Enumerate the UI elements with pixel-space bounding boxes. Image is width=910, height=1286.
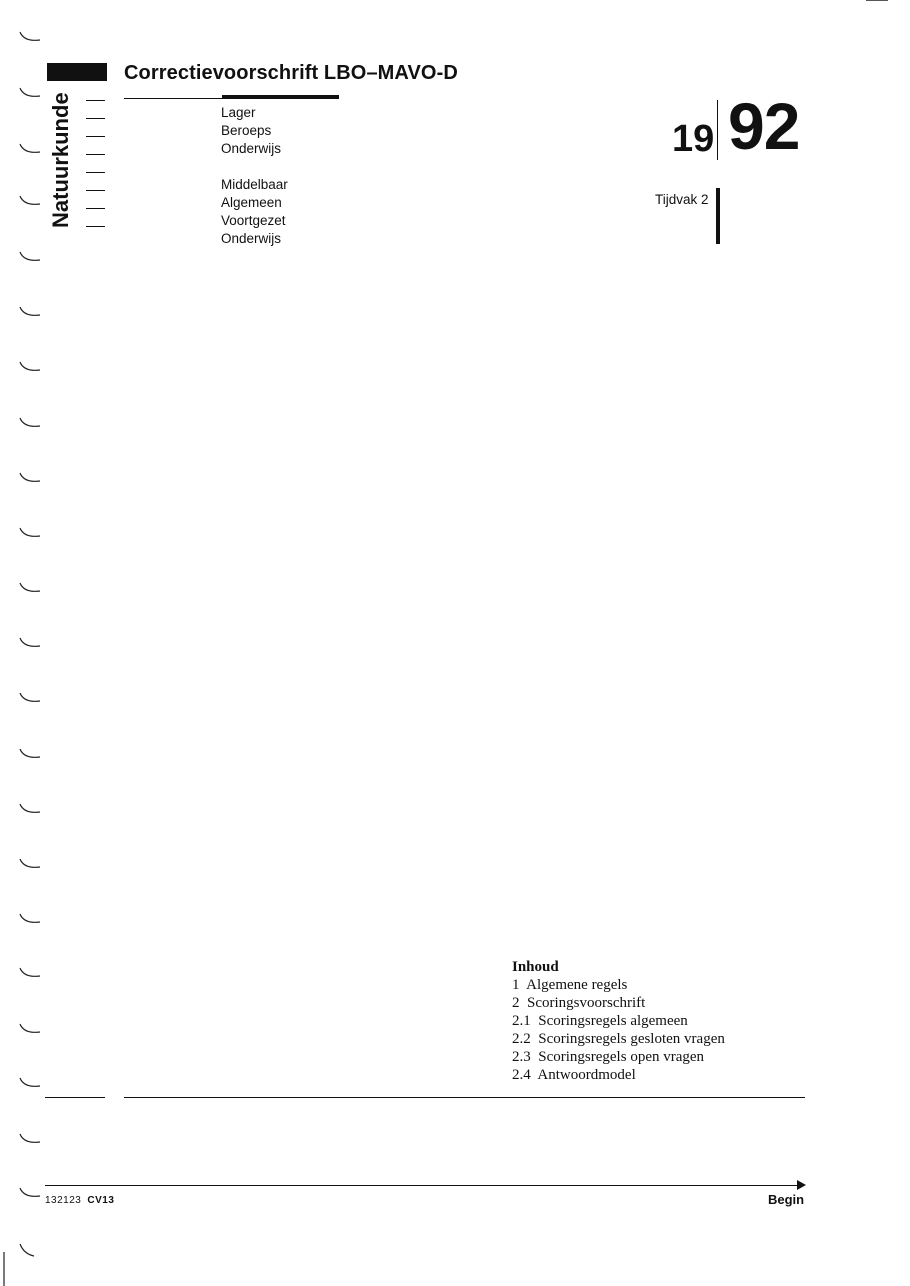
tijdvak-label: Tijdvak 2 <box>655 192 709 207</box>
header-block <box>47 63 107 81</box>
toc-item: 2.3 Scoringsregels open vragen <box>512 1049 705 1065</box>
divider <box>124 1097 805 1098</box>
toc-item: 2.4 Antwoordmodel <box>512 1067 636 1083</box>
subject-label: Natuurkunde <box>48 92 73 228</box>
toc-item: 2.1 Scoringsregels algemeen <box>512 1013 688 1029</box>
year-decade: 92 <box>728 89 800 163</box>
title-rule-bar <box>222 95 339 99</box>
continue-arrow-line <box>45 1185 797 1186</box>
divider-left <box>45 1097 105 1098</box>
school-type-line: Middelbaar <box>221 177 288 192</box>
footer-number: 132123 <box>45 1195 82 1206</box>
school-type-line: Voortgezet <box>221 213 286 228</box>
page-title: Correctievoorschrift LBO–MAVO-D <box>124 62 458 84</box>
footer-doc-code: CV13 <box>87 1195 115 1206</box>
toc-heading: Inhoud <box>512 959 559 975</box>
school-type-list <box>221 104 288 248</box>
year-separator <box>717 100 718 160</box>
school-type-line: Onderwijs <box>221 231 282 246</box>
school-type-line: Beroeps <box>221 123 272 138</box>
school-type-line: Algemeen <box>221 195 282 210</box>
corner-mark <box>866 0 888 1</box>
table-of-contents <box>512 958 725 1084</box>
tijdvak-bar <box>716 188 720 244</box>
toc-item: 2.2 Scoringsregels gesloten vragen <box>512 1031 725 1047</box>
toc-item: 2 Scoringsvoorschrift <box>512 995 646 1011</box>
school-type-line: Lager <box>221 105 256 120</box>
arrow-right-icon <box>797 1180 806 1190</box>
year-century: 19 <box>672 118 715 160</box>
footer-code <box>45 1195 114 1206</box>
school-type-line: Onderwijs <box>221 141 282 156</box>
begin-label: Begin <box>768 1192 805 1207</box>
toc-item: 1 Algemene regels <box>512 977 628 993</box>
